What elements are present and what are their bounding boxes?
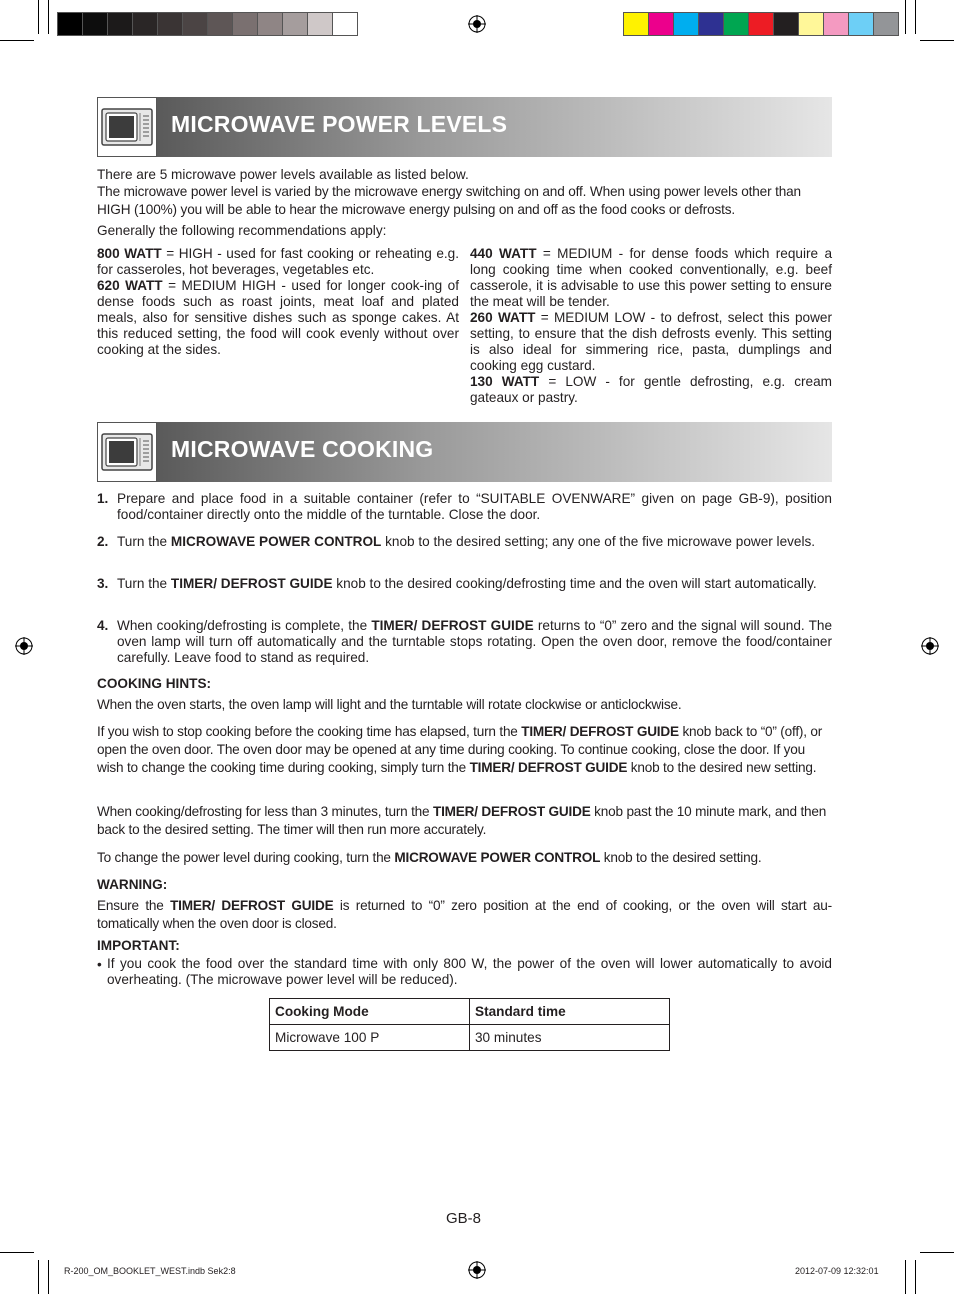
recommendations-line: Generally the following recommendations apply: [97, 223, 387, 238]
table-header-cell: Cooking Mode [270, 999, 470, 1025]
step-number: 1. [97, 491, 109, 506]
power-level-item: 130 WATT = LOW - for gentle defrosting, e.g. cream gateaux or pastry. [470, 374, 833, 405]
power-level-right-column [470, 246, 832, 406]
crop-mark [0, 40, 34, 41]
step-number: 4. [97, 618, 109, 633]
crop-mark [905, 1260, 906, 1294]
color-swatch [823, 12, 849, 36]
step-number: 2. [97, 534, 109, 549]
important-text: If you cook the food over the standard time with only 800 W, the power of the oven will lower automatically to avoid overheating. (The microwave power level will be reduced). [107, 956, 832, 987]
intro-paragraph: The microwave power level is varied by the microwave energy switching on and off. When using power levels other than HIGH (100%) you will be able to hear the microwave energy pulsing on and off as the food cooks or defrosts. [97, 184, 801, 217]
step-text: Turn the MICROWAVE POWER CONTROL knob to the desired setting; any one of the five microwave power levels. [117, 534, 816, 549]
standard-time-table [269, 998, 670, 1051]
bullet: • [97, 957, 102, 972]
color-swatch [648, 12, 674, 36]
color-swatch [623, 12, 649, 36]
crop-mark [920, 1252, 954, 1253]
crop-mark [0, 1252, 34, 1253]
power-level-item: 620 WATT = MEDIUM HIGH - used for longer cook-ing of dense foods such as roast joints, meat loaf and plated meals, also for sensitive dishes such as sponge cakes. At this reduced setting, the food will cook evenly without over cooking at the sides. [97, 278, 460, 357]
step-text: Prepare and place food in a suitable container (refer to “SUITABLE OVENWARE” given on page GB-9), position food/container directly onto the middle of the turntable. Close the door. [117, 491, 832, 522]
table-cell: 30 minutes [470, 1025, 670, 1051]
crop-mark [920, 40, 954, 41]
section-title-bar [157, 422, 832, 482]
hint-paragraph: When the oven starts, the oven lamp will light and the turntable will rotate clockwise or anticlockwise. [97, 697, 682, 712]
step-text: Turn the TIMER/ DEFROST GUIDE knob to the desired cooking/defrosting time and the oven will start automatically. [117, 576, 817, 591]
crop-mark [48, 1260, 49, 1294]
color-swatch [232, 12, 258, 36]
hint-paragraph: When cooking/defrosting for less than 3 minutes, turn the TIMER/ DEFROST GUIDE knob past the 10 minute mark, and then back to the desired setting. The timer will then run more accurately. [97, 804, 827, 837]
color-swatch [82, 12, 108, 36]
table-header-cell: Standard time [470, 999, 670, 1025]
hint-paragraph: To change the power level during cooking, turn the MICROWAVE POWER CONTROL knob to the desired setting. [97, 850, 762, 865]
color-swatch [132, 12, 158, 36]
crop-mark [38, 0, 39, 34]
section-title: MICROWAVE COOKING [171, 436, 434, 462]
cooking-hints-heading: COOKING HINTS: [97, 676, 212, 691]
process-color-bar [624, 12, 899, 36]
registration-mark-icon [921, 637, 939, 655]
important-heading: IMPORTANT: [97, 938, 180, 953]
table-header-row [270, 999, 670, 1025]
color-swatch [873, 12, 899, 36]
section-header-power-levels [97, 97, 832, 157]
step-text: When cooking/defrosting is complete, the TIMER/ DEFROST GUIDE returns to “0” zero and the signal will sound. The oven lamp will turn off automatically and the turntable stops rotating. Open the oven door, remove the food/container carefully. Leave food to stand as required. [117, 618, 832, 665]
warning-heading: WARNING: [97, 877, 168, 892]
color-swatch [748, 12, 774, 36]
section-title-bar [157, 97, 832, 157]
registration-mark-icon [468, 15, 486, 33]
footer-file: R-200_OM_BOOKLET_WEST.indb Sek2:8 [64, 1266, 236, 1276]
intro-line: There are 5 microwave power levels available as listed below. [97, 167, 469, 182]
table-cell: Microwave 100 P [270, 1025, 470, 1051]
power-level-left-column [97, 246, 459, 358]
warning-text: Ensure the TIMER/ DEFROST GUIDE is returned to “0” zero position at the end of cooking, or the oven will start au-tomatically when the oven door is closed. [97, 898, 832, 931]
color-swatch [332, 12, 358, 36]
registration-mark-icon [468, 1261, 486, 1279]
color-swatch [57, 12, 83, 36]
crop-mark [915, 0, 916, 34]
color-swatch [257, 12, 283, 36]
color-swatch [723, 12, 749, 36]
power-level-item: 800 WATT = HIGH - used for fast cooking or reheating e.g. for casseroles, hot beverages, vegetables etc. [97, 246, 460, 277]
color-swatch [307, 12, 333, 36]
power-level-item: 440 WATT = MEDIUM - for dense foods which require a long cooking time when cooked conventionally, e.g. beef casserole, it is advisable to use this power setting to ensure the meat will be tender. [470, 246, 833, 309]
color-swatch [673, 12, 699, 36]
crop-mark [38, 1260, 39, 1294]
hint-paragraph: If you wish to stop cooking before the cooking time has elapsed, turn the TIMER/ DEFROST GUIDE knob back to “0” (off), or open the oven door. The oven door may be opened at any time during cooking. To continue cooking, close the door. If you wish to change the cooking time during cooking, simply turn the TIMER/ DEFROST GUIDE knob to the desired new setting. [97, 724, 823, 775]
color-swatch [282, 12, 308, 36]
footer-datetime: 2012-07-09 12:32:01 [795, 1266, 879, 1276]
color-swatch [848, 12, 874, 36]
microwave-icon [97, 422, 157, 482]
registration-mark-icon [15, 637, 33, 655]
color-swatch [107, 12, 133, 36]
power-level-item: 260 WATT = MEDIUM LOW - to defrost, select this power setting, to ensure that the dish defrosts evenly. This setting is also ideal for simmering rice, pasta, dumplings and cooking egg custard. [470, 310, 832, 373]
section-title: MICROWAVE POWER LEVELS [171, 111, 508, 137]
color-swatch [182, 12, 208, 36]
color-swatch [698, 12, 724, 36]
crop-mark [915, 1260, 916, 1294]
microwave-icon [97, 97, 157, 157]
color-swatch [773, 12, 799, 36]
gray-color-bar [58, 12, 358, 36]
color-swatch [798, 12, 824, 36]
crop-mark [905, 0, 906, 34]
color-swatch [157, 12, 183, 36]
table-row [270, 1025, 670, 1051]
color-swatch [207, 12, 233, 36]
page-number: GB-8 [446, 1210, 482, 1227]
section-header-cooking [97, 422, 832, 482]
crop-mark [48, 0, 49, 34]
step-number: 3. [97, 576, 109, 591]
